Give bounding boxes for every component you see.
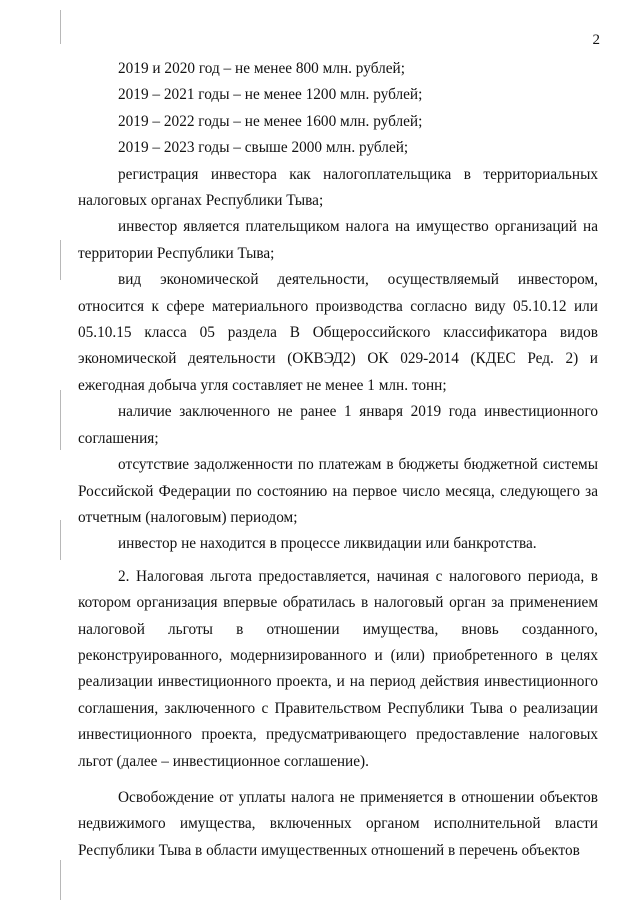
paragraph: 2019 – 2023 годы – свыше 2000 млн. рублей; — [118, 139, 409, 157]
paragraph: инвестор является плательщиком налога на имущество организаций на территории Республики Тыва; — [78, 218, 598, 262]
document-body — [78, 56, 598, 864]
paragraph: вид экономической деятельности, осуществляемый инвестором, относится к сфере материального производства согласно виду 05.10.12 или 05.10.15 класса 05 раздела B Общероссийского классификатора видов экономической деятельности (ОКВЭД2) ОК 029-2014 (КДЕС Ред. 2) и ежегодная добыча угля составляет не менее 1 млн. тонн; — [78, 271, 598, 394]
paragraph: наличие заключенного не ранее 1 января 2019 года инвестиционного соглашения; — [78, 403, 598, 447]
paragraph: 2019 – 2021 годы – не менее 1200 млн. рублей; — [118, 86, 423, 104]
paragraph: отсутствие задолженности по платежам в бюджеты бюджетной системы Российской Федерации по состоянию на первое число месяца, следующего за отчетным (налоговым) периодом; — [78, 456, 598, 526]
paragraph: Освобождение от уплаты налога не применяется в отношении объектов недвижимого имущества, включенных органом исполнительной власти Республики Тыва в области имущественных отношений в перечень объектов — [78, 788, 598, 859]
paragraph: 2019 – 2022 годы – не менее 1600 млн. рублей; — [118, 112, 423, 130]
scan-margin-line — [60, 390, 61, 450]
scan-margin-line — [60, 520, 61, 560]
paragraph: регистрация инвестора как налогоплательщика в территориальных налоговых органах Республики Тыва; — [78, 165, 598, 210]
paragraph: инвестор не находится в процессе ликвидации или банкротства. — [118, 535, 537, 553]
scan-margin-line — [60, 10, 61, 44]
scan-margin-line — [60, 860, 61, 900]
paragraph: 2. Налоговая льгота предоставляется, начиная с налогового периода, в котором организация впервые обратилась в налоговый орган за применением налоговой льготы в отношении имущества, вновь созданного, реконструированного, модернизированного и (или) приобретенного в целях реализации инвестиционного проекта, и на период действия инвестиционного соглашения, заключенного с Правительством Республики Тыва о реализации инвестиционного проекта, предусматривающего предоставление налоговых льгот (далее – инвестиционное соглашение). — [78, 567, 598, 770]
page-number: 2 — [592, 32, 600, 48]
scan-margin-line — [60, 240, 61, 280]
paragraph: 2019 и 2020 год – не менее 800 млн. рублей; — [118, 60, 405, 77]
